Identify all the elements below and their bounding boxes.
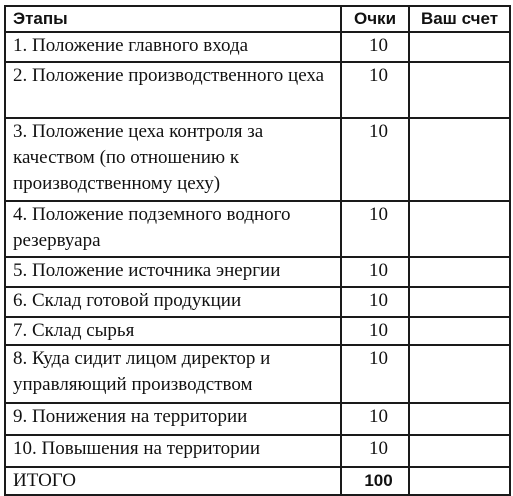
table-row bbox=[5, 32, 510, 62]
stage-cell: 2. Положение производственного цеха bbox=[5, 62, 341, 118]
points-cell: 10 bbox=[341, 32, 409, 62]
stage-cell: 8. Куда сидит лицом директор и управляющий производством bbox=[5, 345, 341, 403]
score-cell bbox=[409, 257, 510, 287]
points-cell: 10 bbox=[341, 403, 409, 435]
stage-cell: 10. Повышения на территории bbox=[5, 435, 341, 467]
points-cell: 10 bbox=[341, 201, 409, 257]
points-cell: 10 bbox=[341, 287, 409, 317]
total-label: ИТОГО bbox=[5, 467, 341, 495]
stage-cell: 6. Склад готовой продукции bbox=[5, 287, 341, 317]
stage-cell: 7. Склад сырья bbox=[5, 317, 341, 345]
header-stages: Этапы bbox=[5, 6, 341, 32]
points-cell: 10 bbox=[341, 62, 409, 118]
table-row bbox=[5, 403, 510, 435]
stage-cell: 9. Понижения на территории bbox=[5, 403, 341, 435]
table-row bbox=[5, 287, 510, 317]
points-cell: 10 bbox=[341, 435, 409, 467]
header-points: Очки bbox=[341, 6, 409, 32]
score-cell bbox=[409, 317, 510, 345]
table-row bbox=[5, 62, 510, 118]
score-cell bbox=[409, 201, 510, 257]
score-cell bbox=[409, 403, 510, 435]
total-row bbox=[5, 467, 510, 495]
table-row bbox=[5, 118, 510, 201]
stage-cell: 1. Положение главного входа bbox=[5, 32, 341, 62]
points-cell: 10 bbox=[341, 118, 409, 201]
score-cell bbox=[409, 62, 510, 118]
stage-cell: 3. Положение цеха контроля за качеством (по отношению к производственному цеху) bbox=[5, 118, 341, 201]
points-cell: 10 bbox=[341, 257, 409, 287]
score-cell bbox=[409, 345, 510, 403]
score-cell bbox=[409, 435, 510, 467]
table-row bbox=[5, 317, 510, 345]
scoring-table bbox=[4, 5, 511, 496]
score-cell bbox=[409, 287, 510, 317]
table-row bbox=[5, 201, 510, 257]
total-points: 100 bbox=[341, 467, 409, 495]
stage-cell: 5. Положение источника энергии bbox=[5, 257, 341, 287]
table-row bbox=[5, 435, 510, 467]
table-row bbox=[5, 345, 510, 403]
total-score-cell bbox=[409, 467, 510, 495]
header-your-score: Ваш счет bbox=[409, 6, 510, 32]
table-row bbox=[5, 257, 510, 287]
points-cell: 10 bbox=[341, 317, 409, 345]
points-cell: 10 bbox=[341, 345, 409, 403]
stage-cell: 4. Положение подземного водного резервуара bbox=[5, 201, 341, 257]
score-cell bbox=[409, 32, 510, 62]
score-cell bbox=[409, 118, 510, 201]
table-header-row bbox=[5, 6, 510, 32]
